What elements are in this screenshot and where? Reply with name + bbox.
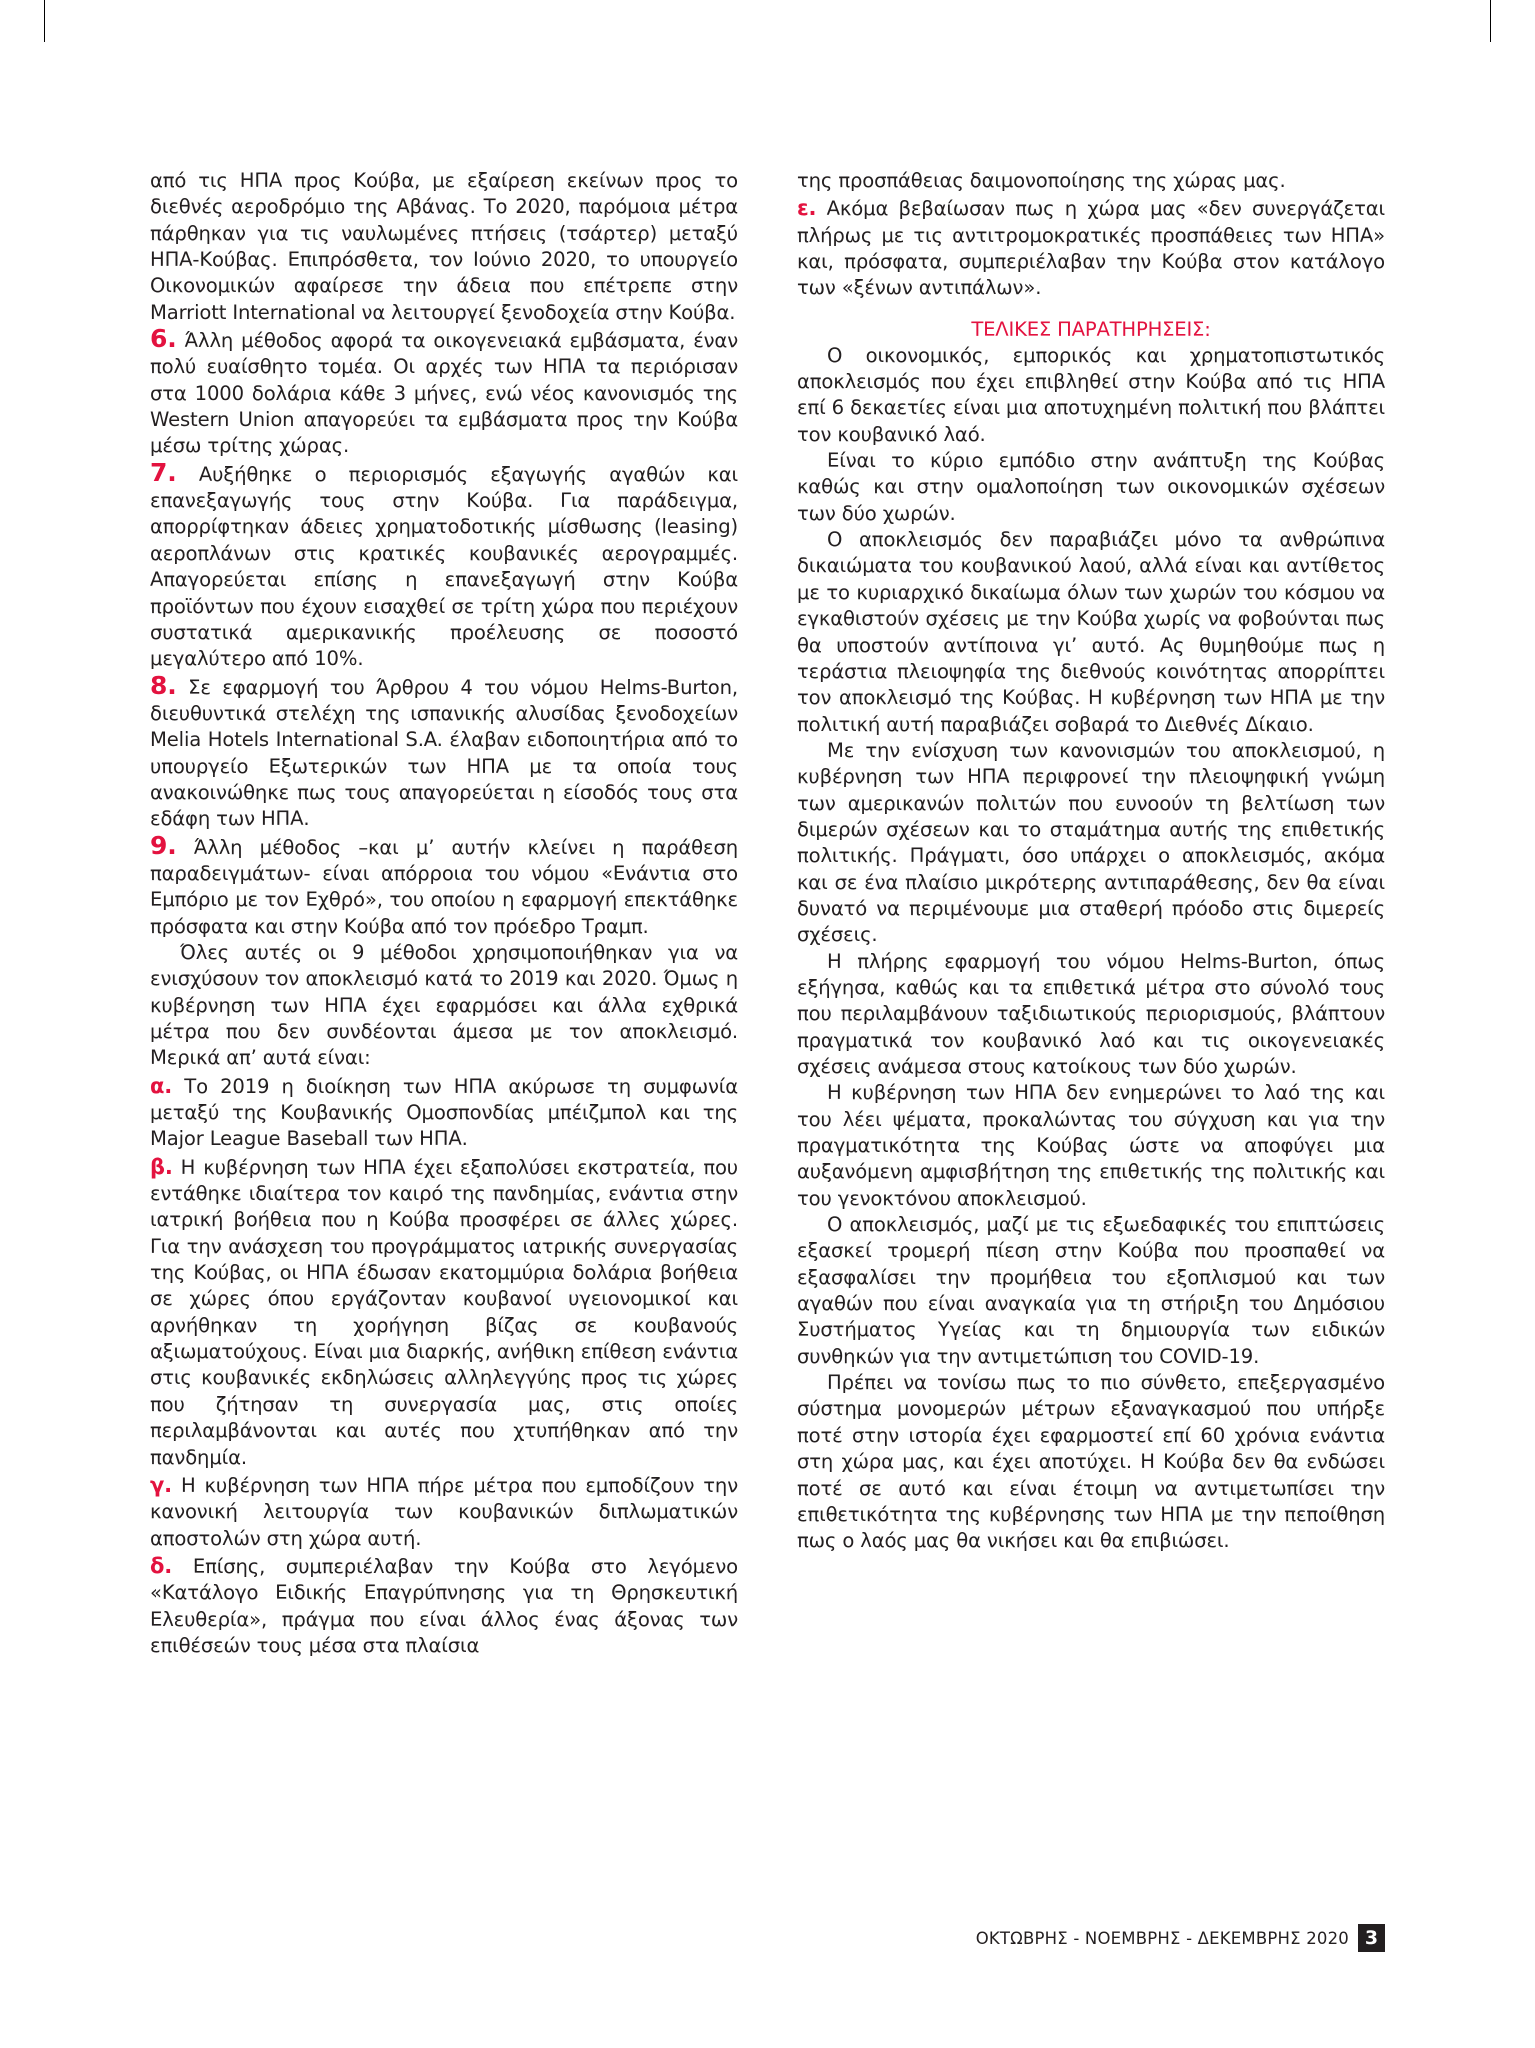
paragraph-text: Με την ενίσχυση των κανονισμών του αποκλεισμού, η κυβέρνηση των ΗΠΑ περιφρονεί την πλειοψηφική γνώμη των αμερικανών πολιτών που ευνοούν τη βελτίωση των διμερών σχέσεων και το σταμάτημα αυτής της επιθετικής πολιτικής. Πράγματι, όσο υπάρχει ο αποκλεισμός, ακόμα και σε ένα πλαίσιο μικρότερης αντιπαράθεσης, δεν θα είναι δυνατό να περιμένουμε μια σταθερή πρόοδο στις διμερείς σχέσεις.	[797, 738, 1385, 947]
list-marker-6: 6.	[150, 324, 177, 354]
page-number-badge: 3	[1358, 1924, 1385, 1952]
paragraph	[797, 949, 1385, 1081]
left-column	[150, 168, 738, 1659]
paragraph-text: Είναι το κύριο εμπόδιο στην ανάπτυξη της Κούβας καθώς και στην ομαλοποίηση των οικονομικών σχέσεων των δύο χωρών.	[797, 449, 1385, 525]
paragraph-text: Πρέπει να τονίσω πως το πιο σύνθετο, επεξεργασμένο σύστημα μονομερών μέτρων εξαναγκασμού που υπήρξε ποτέ στην ιστορία έχει εφαρμοστεί επί 60 χρόνια ενάντια στη χώρα μας, και έχει αποτύχει. Η Κούβα δεν θα ενδώσει ποτέ σε αυτό και είναι έτοιμη να αντιμετωπίσει την επιθετικότητα της κυβέρνησης των ΗΠΑ με την πεποίθηση πως ο λαός μας θα νικήσει και θα επιβιώσει.	[797, 1371, 1385, 1553]
paragraph	[797, 1080, 1385, 1212]
paragraph-text: Η κυβέρνηση των ΗΠΑ δεν ενημερώνει το λαό της και του λέει ψέματα, προκαλώντας του σύγχυση και για την πραγματικότητα της Κούβας ώστε να αποφύγει μια αυξανόμενη αμφισβήτηση της επιθετικής της πολιτικής και του γενοκτόνου αποκλεισμού.	[797, 1081, 1385, 1210]
page-footer	[976, 1924, 1385, 1952]
crop-mark-top-left	[44, 0, 45, 42]
paragraph	[797, 448, 1385, 527]
paragraph-text: Άλλη μέθοδος –και μ’ αυτήν κλείνει η παράθεση παραδειγμάτων- είναι απόρροια του νόμου «Ενάντια στο Εμπόριο με τον Εχθρό», του οποίου η εφαρμογή επεκτάθηκε πρόσφατα και στην Κούβα από τον πρόεδρο Τραμπ.	[150, 835, 738, 938]
issue-date-label: ΟΚΤΩΒΡΗΣ - ΝΟΕΜΒΡΗΣ - ΔΕΚΕΜΒΡΗΣ 2020	[975, 1928, 1349, 1948]
paragraph-text: Σε εφαρμογή του Άρθρου 4 του νόμου Helms-Burton, διευθυντικά στελέχη της ισπανικής αλυσίδας ξενοδοχείων Melia Hotels International S.A. έλαβαν ειδοποιητήρια από το υπουργείο Εξωτερικών των ΗΠΑ με τα οποία τους ανακοινώθηκε πως τους απαγορεύεται η είσοδός τους στα εδάφη των ΗΠΑ.	[150, 675, 738, 831]
paragraph	[797, 1370, 1385, 1554]
list-marker-beta: β.	[150, 1154, 173, 1179]
list-marker-epsilon: ε.	[797, 196, 817, 221]
paragraph-text: της προσπάθειας δαιμονοποίησης της χώρας μας.	[797, 169, 1286, 192]
paragraph-text: Το 2019 η διοίκηση των ΗΠΑ ακύρωσε τη συμφωνία μεταξύ της Κουβανικής Ομοσπονδίας μπέιζμπολ και της Major League Baseball των ΗΠΑ.	[150, 1074, 738, 1151]
paragraph-text: Επίσης, συμπεριέλαβαν την Κούβα στο λεγόμενο «Κατάλογο Ειδικής Επαγρύπνησης για τη Θρησκευτική Ελευθερία», πράγμα που είναι άλλος ένας άξονας των επιθέσεών τους μέσα στα πλαίσια	[150, 1554, 738, 1657]
paragraph	[150, 670, 738, 833]
paragraph	[797, 343, 1385, 448]
paragraph-text: Η πλήρης εφαρμογή του νόμου Helms-Burton, όπως εξήγησα, καθώς και τα επιθετικά μέτρα στο σύνολό τους που περιλαμβάνουν ταξιδιωτικούς περιορισμούς, βλάπτουν πραγματικά τον κουβανικό λαό και τις οικογενειακές σχέσεις ανάμεσα στους κατοίκους των δύο χωρών.	[797, 949, 1385, 1078]
paragraph	[150, 457, 738, 673]
paragraph	[150, 1072, 738, 1153]
paragraph-text: Ο αποκλεισμός, μαζί με τις εξωεδαφικές του επιπτώσεις εξασκεί τρομερή πίεση στην Κούβα που προσπαθεί να εξασφαλίσει την προμήθεια του εξοπλισμού και των αγαθών που είναι αναγκαία για τη στήριξη του Δημόσιου Συστήματος Υγείας και τη δημιουργία των ειδικών συνθηκών για την αντιμετώπιση του COVID-19.	[797, 1213, 1385, 1368]
paragraph-text: από τις ΗΠΑ προς Κούβα, με εξαίρεση εκείνων προς το διεθνές αεροδρόμιο της Αβάνας. Το 2020, παρόμοια μέτρα πάρθηκαν για τις ναυλωμένες πτήσεις (τσάρτερ) μεταξύ ΗΠΑ-Κούβας. Επιπρόσθετα, τον Ιούνιο 2020, το υπουργείο Οικονομικών αφαίρεσε την άδεια που επέτρεπε στην Marriott International να λειτουργεί ξενοδοχεία στην Κούβα.	[150, 169, 738, 324]
paragraph	[150, 326, 738, 460]
paragraph-text: Ο αποκλεισμός δεν παραβιάζει μόνο τα ανθρώπινα δικαιώματα του κουβανικού λαού, αλλά είναι και αντίθετος με το κυριαρχικό δικαίωμα όλων των χωρών του κόσμου να εγκαθιστούν σχέσεις με την Κούβα χωρίς να φοβούνται πως θα υποστούν αντίποινα γι’ αυτό. Ας θυμηθούμε πως η τεράστια πλειοψηφία της διεθνούς κοινότητας απορρίπτει τον αποκλεισμό της Κούβας. Η κυβέρνηση των ΗΠΑ με την πολιτική αυτή παραβιάζει σοβαρά το Διεθνές Δίκαιο.	[797, 528, 1385, 736]
paragraph	[797, 194, 1385, 301]
paragraph	[150, 1552, 738, 1659]
list-marker-9: 9.	[150, 830, 177, 860]
paragraph	[150, 168, 738, 326]
paragraph-text: Όλες αυτές οι 9 μέθοδοι χρησιμοποιήθηκαν για να ενισχύσουν τον αποκλεισμό κατά το 2019 και 2020. Όμως η κυβέρνηση των ΗΠΑ έχει εφαρμόσει και άλλα εχθρικά μέτρα που δεν συνδέονται άμεσα με τον αποκλεισμό. Μερικά απ’ αυτά είναι:	[150, 940, 738, 1070]
list-marker-7: 7.	[150, 457, 177, 487]
paragraph	[150, 1153, 738, 1471]
paragraph	[797, 738, 1385, 949]
paragraph-text: Ο οικονομικός, εμπορικός και χρηματοπιστωτικός αποκλεισμός που έχει επιβληθεί στην Κούβα από τις ΗΠΑ επί 6 δεκαετίες είναι μια αποτυχημένη πολιτική που βλάπτει τον κουβανικό λαό.	[797, 343, 1385, 446]
paragraph	[150, 830, 738, 940]
section-heading: ΤΕΛΙΚΕΣ ΠΑΡΑΤΗΡΗΣΕΙΣ:	[971, 317, 1211, 341]
paragraph	[797, 168, 1385, 194]
paragraph	[797, 1212, 1385, 1370]
right-column	[797, 168, 1385, 1659]
paragraph-text: Αυξήθηκε ο περιορισμός εξαγωγής αγαθών και επανεξαγωγής τους στην Κούβα. Για παράδειγμα, απορρίφτηκαν άδειες χρηματοδοτικής μίσθωσης (leasing) αεροπλάνων στις κρατικές κουβανικές αερογραμμές. Απαγορεύεται επίσης η επανεξαγωγή στην Κούβα προϊόντων που έχουν εισαχθεί σε τρίτη χώρα που περιέχουν συστατικά αμερικανικής προέλευσης σε ποσοστό μεγαλύτερο από 10%.	[150, 462, 738, 671]
paragraph	[150, 1471, 738, 1552]
paragraph-text: Ακόμα βεβαίωσαν πως η χώρα μας «δεν συνεργάζεται πλήρως με τις αντιτρομοκρατικές προσπάθειες των ΗΠΑ» και, πρόσφατα, συμπεριέλαβαν την Κούβα στον κατάλογο των «ξένων αντιπάλων».	[797, 197, 1385, 300]
paragraph-text: Η κυβέρνηση των ΗΠΑ πήρε μέτρα που εμποδίζουν την κανονική λειτουργία των κουβανικών διπλωματικών αποστολών στη χώρα αυτή.	[150, 1473, 738, 1550]
paragraph-text: Άλλη μέθοδος αφορά τα οικογενειακά εμβάσματα, έναν πολύ ευαίσθητο τομέα. Οι αρχές των ΗΠΑ τα περιόρισαν στα 1000 δολάρια κάθε 3 μήνες, ενώ νέος κανονισμός της Western Union απαγορεύει τα εμβάσματα προς την Κούβα μέσω τρίτης χώρας.	[150, 329, 738, 458]
list-marker-alpha: α.	[150, 1073, 173, 1098]
list-marker-gamma: γ.	[150, 1472, 172, 1497]
two-column-body	[150, 168, 1385, 1659]
crop-mark-top-right	[1490, 0, 1491, 42]
paragraph	[150, 940, 738, 1072]
paragraph-text: Η κυβέρνηση των ΗΠΑ έχει εξαπολύσει εκστρατεία, που εντάθηκε ιδιαίτερα τον καιρό της πανδημίας, ενάντια στην ιατρική βοήθεια που η Κούβα προσφέρει σε άλλες χώρες. Για την ανάσχεση του προγράμματος ιατρικής συνεργασίας της Κούβας, οι ΗΠΑ έδωσαν εκατομμύρια δολάρια βοήθεια σε χώρες όπου εργάζονταν κουβανοί υγειονομικοί και αρνήθηκαν τη χορήγηση βίζας σε κουβανούς αξιωματούχους. Είναι μια διαρκής, ανήθικη επίθεση ενάντια στις κουβανικές εκδηλώσεις αλληλεγγύης προς τις χώρες που ζήτησαν τη συνεργασία μας, στις οποίες περιλαμβάνονται και αυτές που χτυπήθηκαν από την πανδημία.	[150, 1155, 738, 1469]
paragraph	[797, 527, 1385, 738]
list-marker-8: 8.	[150, 670, 177, 700]
list-marker-delta: δ.	[150, 1553, 173, 1578]
